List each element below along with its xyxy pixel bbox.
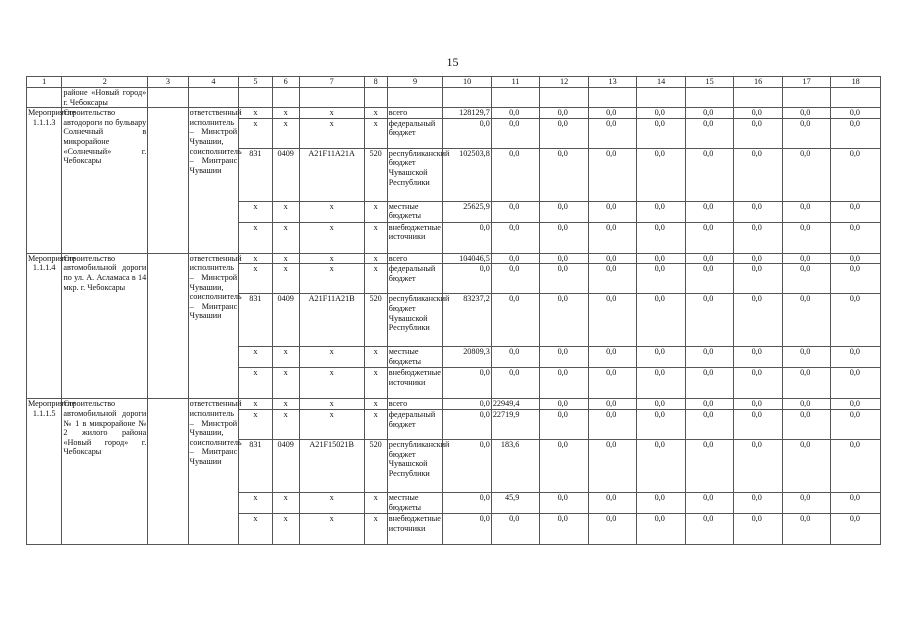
- column-number: 8: [364, 77, 387, 88]
- amount-cell: 0,0: [734, 294, 783, 347]
- funding-source: республиканский бюджет Чувашской Республики: [387, 294, 443, 347]
- amount-cell: 0,0: [491, 253, 540, 264]
- code-grbs: x: [239, 513, 272, 544]
- code-expense-type: 520: [364, 294, 387, 347]
- amount-cell: 0,0: [540, 368, 589, 399]
- amount-cell: 0,0: [588, 264, 637, 294]
- measure-name: Строительство автомобильной дороги по ул. А. Асламаса в 14 мкр. г. Чебоксары: [62, 253, 148, 399]
- amount-cell: 0,0: [540, 201, 589, 222]
- amount-cell: 0,0: [637, 439, 686, 492]
- code-expense-type: x: [364, 399, 387, 410]
- code-expense-type: x: [364, 513, 387, 544]
- amount-cell: 0,0: [782, 409, 831, 439]
- measure-name-continued: районе «Новый город» г. Чебоксары: [63, 88, 147, 107]
- column-number-row: [27, 77, 881, 88]
- amount-cell: 0,0: [782, 513, 831, 544]
- amount-cell: 0,0: [685, 253, 734, 264]
- code-target-article: x: [299, 347, 364, 368]
- code-target-article: x: [299, 368, 364, 399]
- amount-cell: 0,0: [637, 347, 686, 368]
- amount-cell: 0,0: [831, 439, 881, 492]
- code-target-article: x: [299, 513, 364, 544]
- table-row: [27, 399, 881, 410]
- amount-cell: 0,0: [588, 118, 637, 148]
- amount-cell: 0,0: [637, 513, 686, 544]
- code-section: x: [272, 108, 299, 119]
- amount-cell: 0,0: [588, 439, 637, 492]
- code-section: x: [272, 492, 299, 513]
- amount-cell: 0,0: [637, 118, 686, 148]
- amount-cell: 102503,8: [443, 148, 492, 201]
- amount-cell: 0,0: [637, 253, 686, 264]
- amount-cell: 0,0: [734, 118, 783, 148]
- code-section: x: [272, 347, 299, 368]
- amount-cell: 0,0: [540, 294, 589, 347]
- code-expense-type: x: [364, 118, 387, 148]
- amount-cell: 0,0: [637, 368, 686, 399]
- amount-cell: 0,0: [782, 253, 831, 264]
- funding-source: всего: [387, 253, 443, 264]
- amount-cell: 0,0: [540, 264, 589, 294]
- table-row: [27, 253, 881, 264]
- column-number: 9: [387, 77, 443, 88]
- amount-cell: 0,0: [734, 264, 783, 294]
- amount-cell: 0,0: [782, 294, 831, 347]
- amount-cell: 0,0: [588, 368, 637, 399]
- amount-cell: 0,0: [685, 347, 734, 368]
- amount-cell: 0,0: [443, 409, 492, 439]
- column-number: 10: [443, 77, 492, 88]
- code-section: x: [272, 409, 299, 439]
- amount-cell: 0,0: [831, 222, 881, 253]
- funding-source: внебюджетные источники: [387, 368, 443, 399]
- code-section: x: [272, 368, 299, 399]
- amount-cell: 0,0: [685, 108, 734, 119]
- code-grbs: 831: [239, 148, 272, 201]
- code-grbs: x: [239, 264, 272, 294]
- measure-id: Мероприятие 1.1.1.5: [27, 399, 62, 545]
- column-number: 6: [272, 77, 299, 88]
- code-section: x: [272, 118, 299, 148]
- column-number: 4: [188, 77, 239, 88]
- amount-cell: 0,0: [782, 439, 831, 492]
- code-grbs: x: [239, 201, 272, 222]
- amount-cell: 0,0: [734, 368, 783, 399]
- column-number: 5: [239, 77, 272, 88]
- amount-cell: 0,0: [782, 201, 831, 222]
- empty-cell: [148, 399, 188, 545]
- code-expense-type: x: [364, 108, 387, 119]
- amount-cell: 0,0: [588, 513, 637, 544]
- amount-cell: 0,0: [782, 368, 831, 399]
- amount-cell: 0,0: [443, 492, 492, 513]
- amount-cell: 0,0: [443, 118, 492, 148]
- amount-cell: 0,0: [734, 222, 783, 253]
- code-expense-type: x: [364, 253, 387, 264]
- amount-cell: 0,0: [782, 492, 831, 513]
- code-grbs: 831: [239, 439, 272, 492]
- code-expense-type: x: [364, 264, 387, 294]
- code-grbs: x: [239, 409, 272, 439]
- column-number: 12: [540, 77, 589, 88]
- amount-cell: 0,0: [734, 399, 783, 410]
- amount-cell: 0,0: [540, 347, 589, 368]
- funding-source: федеральный бюджет: [387, 118, 443, 148]
- code-section: x: [272, 264, 299, 294]
- amount-cell: 0,0: [734, 492, 783, 513]
- measure-executor: ответственный исполнитель – Минстрой Чувашии, соисполнитель – Минтранс Чувашии: [188, 399, 239, 545]
- amount-cell: 183,6: [491, 439, 540, 492]
- amount-cell: 0,0: [588, 222, 637, 253]
- amount-cell: 0,0: [734, 253, 783, 264]
- empty-cell: [637, 88, 686, 108]
- amount-cell: 0,0: [831, 108, 881, 119]
- amount-cell: 0,0: [637, 201, 686, 222]
- code-target-article: x: [299, 222, 364, 253]
- amount-cell: 0,0: [588, 399, 637, 410]
- amount-cell: 0,0: [443, 439, 492, 492]
- amount-cell: 0,0: [782, 222, 831, 253]
- amount-cell: 0,0: [491, 118, 540, 148]
- amount-cell: 0,0: [831, 201, 881, 222]
- amount-cell: 0,0: [637, 222, 686, 253]
- amount-cell: 0,0: [540, 409, 589, 439]
- amount-cell: 0,0: [734, 347, 783, 368]
- amount-cell: 0,0: [685, 492, 734, 513]
- empty-cell: [272, 88, 299, 108]
- empty-cell: [782, 88, 831, 108]
- empty-cell: [443, 88, 492, 108]
- code-section: x: [272, 222, 299, 253]
- amount-cell: 0,0: [782, 399, 831, 410]
- empty-cell: [831, 88, 881, 108]
- code-section: x: [272, 513, 299, 544]
- amount-cell: 0,0: [491, 222, 540, 253]
- code-target-article: x: [299, 399, 364, 410]
- amount-cell: 0,0: [782, 148, 831, 201]
- amount-cell: 0,0: [540, 492, 589, 513]
- amount-cell: 0,0: [443, 264, 492, 294]
- funding-source: федеральный бюджет: [387, 409, 443, 439]
- amount-cell: 128129,7: [443, 108, 492, 119]
- amount-cell: 0,0: [588, 409, 637, 439]
- empty-cell: [387, 88, 443, 108]
- amount-cell: 0,0: [588, 294, 637, 347]
- amount-cell: 22949,4: [491, 399, 540, 410]
- empty-cell: [540, 88, 589, 108]
- funding-source: внебюджетные источники: [387, 513, 443, 544]
- measure-name: Строительство автодороги по бульвару Солнечный в микрорайоне «Солнечный» г. Чебоксары: [62, 108, 148, 254]
- amount-cell: 0,0: [491, 294, 540, 347]
- amount-cell: 0,0: [831, 368, 881, 399]
- funding-source: федеральный бюджет: [387, 264, 443, 294]
- measure-id: Мероприятие 1.1.1.4: [27, 253, 62, 399]
- amount-cell: 0,0: [588, 492, 637, 513]
- code-target-article: x: [299, 253, 364, 264]
- column-number: 18: [831, 77, 881, 88]
- funding-source: местные бюджеты: [387, 201, 443, 222]
- funding-source: внебюджетные источники: [387, 222, 443, 253]
- measure-executor: ответственный исполнитель – Минстрой Чувашии, соисполнитель – Минтранс Чувашии: [188, 108, 239, 254]
- empty-cell: [239, 88, 272, 108]
- amount-cell: 22719,9: [491, 409, 540, 439]
- amount-cell: 0,0: [782, 108, 831, 119]
- code-expense-type: x: [364, 347, 387, 368]
- amount-cell: 0,0: [685, 368, 734, 399]
- amount-cell: 0,0: [637, 264, 686, 294]
- amount-cell: 0,0: [491, 513, 540, 544]
- amount-cell: 0,0: [540, 118, 589, 148]
- code-grbs: x: [239, 222, 272, 253]
- code-grbs: x: [239, 253, 272, 264]
- funding-source: республиканский бюджет Чувашской Республики: [387, 148, 443, 201]
- code-expense-type: 520: [364, 148, 387, 201]
- continuation-row: [27, 88, 881, 108]
- empty-cell: [588, 88, 637, 108]
- amount-cell: 0,0: [637, 399, 686, 410]
- measure-name: Строительство автомобильной дороги № 1 в микрорайоне № 2 жилого района «Новый город» г. Чебоксары: [62, 399, 148, 545]
- amount-cell: 0,0: [588, 347, 637, 368]
- column-number: 7: [299, 77, 364, 88]
- code-expense-type: 520: [364, 439, 387, 492]
- amount-cell: 0,0: [831, 253, 881, 264]
- empty-cell: [299, 88, 364, 108]
- empty-cell: [27, 88, 62, 108]
- amount-cell: 0,0: [637, 409, 686, 439]
- amount-cell: 0,0: [540, 513, 589, 544]
- amount-cell: 0,0: [831, 118, 881, 148]
- amount-cell: 0,0: [734, 201, 783, 222]
- amount-cell: 0,0: [831, 294, 881, 347]
- amount-cell: 0,0: [443, 368, 492, 399]
- amount-cell: 0,0: [588, 108, 637, 119]
- funding-source: местные бюджеты: [387, 347, 443, 368]
- amount-cell: 0,0: [443, 513, 492, 544]
- funding-source: всего: [387, 108, 443, 119]
- amount-cell: 0,0: [491, 148, 540, 201]
- budget-table: [26, 76, 881, 545]
- code-expense-type: x: [364, 409, 387, 439]
- code-grbs: x: [239, 347, 272, 368]
- amount-cell: 0,0: [685, 264, 734, 294]
- amount-cell: 83237,2: [443, 294, 492, 347]
- empty-cell: [188, 88, 239, 108]
- amount-cell: 0,0: [443, 399, 492, 410]
- column-number: 11: [491, 77, 540, 88]
- funding-source: местные бюджеты: [387, 492, 443, 513]
- amount-cell: 0,0: [782, 118, 831, 148]
- amount-cell: 0,0: [491, 201, 540, 222]
- amount-cell: 0,0: [685, 513, 734, 544]
- amount-cell: 0,0: [685, 118, 734, 148]
- amount-cell: 0,0: [831, 409, 881, 439]
- column-number: 17: [782, 77, 831, 88]
- code-section: 0409: [272, 439, 299, 492]
- amount-cell: 0,0: [685, 399, 734, 410]
- code-expense-type: x: [364, 368, 387, 399]
- code-grbs: x: [239, 492, 272, 513]
- amount-cell: 0,0: [491, 347, 540, 368]
- code-target-article: x: [299, 409, 364, 439]
- amount-cell: 0,0: [831, 399, 881, 410]
- amount-cell: 0,0: [588, 253, 637, 264]
- amount-cell: 0,0: [831, 264, 881, 294]
- empty-cell: [364, 88, 387, 108]
- amount-cell: 0,0: [685, 409, 734, 439]
- amount-cell: 0,0: [588, 201, 637, 222]
- column-number: 1: [27, 77, 62, 88]
- code-grbs: 831: [239, 294, 272, 347]
- page-number: 15: [446, 55, 459, 69]
- amount-cell: 0,0: [637, 492, 686, 513]
- empty-cell: [491, 88, 540, 108]
- amount-cell: 0,0: [685, 439, 734, 492]
- amount-cell: 0,0: [782, 264, 831, 294]
- empty-cell: [148, 88, 188, 108]
- amount-cell: 104046,5: [443, 253, 492, 264]
- amount-cell: 0,0: [685, 294, 734, 347]
- code-target-article: A21F15021B: [299, 439, 364, 492]
- amount-cell: 0,0: [685, 148, 734, 201]
- code-expense-type: x: [364, 201, 387, 222]
- amount-cell: 0,0: [540, 108, 589, 119]
- column-number: 2: [62, 77, 148, 88]
- amount-cell: 0,0: [443, 222, 492, 253]
- amount-cell: 0,0: [588, 148, 637, 201]
- code-expense-type: x: [364, 222, 387, 253]
- amount-cell: 0,0: [637, 108, 686, 119]
- column-number: 3: [148, 77, 188, 88]
- amount-cell: 0,0: [491, 264, 540, 294]
- amount-cell: 0,0: [540, 399, 589, 410]
- empty-cell: [148, 253, 188, 399]
- amount-cell: 25625,9: [443, 201, 492, 222]
- empty-cell: [734, 88, 783, 108]
- code-target-article: x: [299, 201, 364, 222]
- amount-cell: 0,0: [685, 222, 734, 253]
- amount-cell: 0,0: [685, 201, 734, 222]
- amount-cell: 0,0: [782, 347, 831, 368]
- column-number: 14: [637, 77, 686, 88]
- code-grbs: x: [239, 399, 272, 410]
- amount-cell: 0,0: [637, 294, 686, 347]
- amount-cell: 0,0: [734, 513, 783, 544]
- measure-id: Мероприятие 1.1.1.3: [27, 108, 62, 254]
- amount-cell: 0,0: [491, 108, 540, 119]
- amount-cell: 0,0: [734, 439, 783, 492]
- amount-cell: 0,0: [491, 368, 540, 399]
- code-target-article: x: [299, 264, 364, 294]
- code-target-article: x: [299, 118, 364, 148]
- code-section: x: [272, 201, 299, 222]
- code-target-article: A21F11A21B: [299, 294, 364, 347]
- empty-cell: [148, 108, 188, 254]
- amount-cell: 0,0: [831, 148, 881, 201]
- amount-cell: 20809,3: [443, 347, 492, 368]
- code-section: 0409: [272, 148, 299, 201]
- code-section: x: [272, 399, 299, 410]
- column-number: 15: [685, 77, 734, 88]
- code-target-article: A21F11A21A: [299, 148, 364, 201]
- amount-cell: 0,0: [734, 108, 783, 119]
- amount-cell: 0,0: [637, 148, 686, 201]
- amount-cell: 0,0: [734, 148, 783, 201]
- code-target-article: x: [299, 492, 364, 513]
- amount-cell: 0,0: [540, 222, 589, 253]
- code-expense-type: x: [364, 492, 387, 513]
- amount-cell: 45,9: [491, 492, 540, 513]
- code-section: x: [272, 253, 299, 264]
- amount-cell: 0,0: [540, 439, 589, 492]
- amount-cell: 0,0: [831, 513, 881, 544]
- measure-executor: ответственный исполнитель – Минстрой Чувашии, соисполнитель – Минтранс Чувашии: [188, 253, 239, 399]
- amount-cell: 0,0: [540, 148, 589, 201]
- funding-source: республиканский бюджет Чувашской Республики: [387, 439, 443, 492]
- code-section: 0409: [272, 294, 299, 347]
- amount-cell: 0,0: [831, 492, 881, 513]
- amount-cell: 0,0: [540, 253, 589, 264]
- column-number: 16: [734, 77, 783, 88]
- code-grbs: x: [239, 108, 272, 119]
- empty-cell: [685, 88, 734, 108]
- column-number: 13: [588, 77, 637, 88]
- code-grbs: x: [239, 368, 272, 399]
- table-row: [27, 108, 881, 119]
- funding-source: всего: [387, 399, 443, 410]
- code-grbs: x: [239, 118, 272, 148]
- amount-cell: 0,0: [831, 347, 881, 368]
- code-target-article: x: [299, 108, 364, 119]
- amount-cell: 0,0: [734, 409, 783, 439]
